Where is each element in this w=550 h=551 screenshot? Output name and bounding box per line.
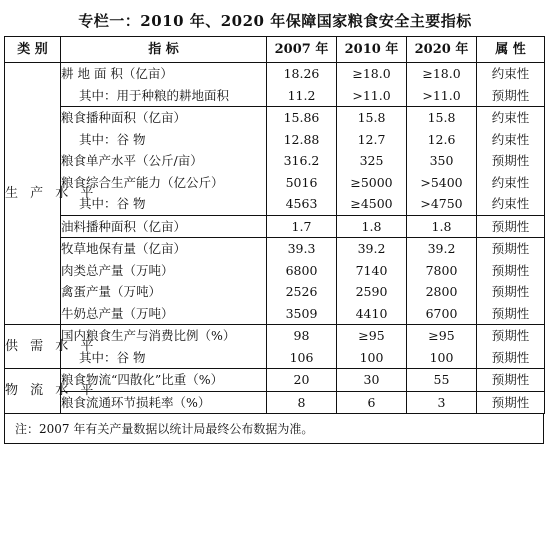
value-2007: 98: [267, 325, 337, 347]
footnote: 注：2007 年有关产量数据以统计局最终公布数据为准。: [4, 414, 544, 444]
header-row: [5, 37, 545, 63]
indicator-cell: 肉类总产量（万吨）: [61, 260, 267, 282]
attribute-cell: 约束性: [477, 172, 545, 194]
value-2010: 2590: [337, 281, 407, 303]
attribute-cell: 预期性: [477, 369, 545, 392]
value-2007: 6800: [267, 260, 337, 282]
value-2010: ≥18.0: [337, 63, 407, 85]
category-cell: 物 流 水 平: [5, 369, 61, 414]
value-2020: 1.8: [407, 215, 477, 238]
value-2010: ≥5000: [337, 172, 407, 194]
indicator-cell: 国内粮食生产与消费比例（%）: [61, 325, 267, 347]
indicator-cell: 粮食综合生产能力（亿公斤）: [61, 172, 267, 194]
indicator-cell: 禽蛋产量（万吨）: [61, 281, 267, 303]
value-2007: 106: [267, 347, 337, 369]
value-2007: 11.2: [267, 85, 337, 107]
header-2020: 2020 年: [407, 37, 477, 63]
value-2020: >5400: [407, 172, 477, 194]
indicator-cell: 牛奶总产量（万吨）: [61, 303, 267, 325]
table-row: [5, 391, 545, 414]
attribute-cell: 约束性: [477, 193, 545, 215]
attribute-cell: 预期性: [477, 85, 545, 107]
indicator-cell: 其中：谷 物: [61, 193, 267, 215]
indicator-cell: 耕 地 面 积（亿亩）: [61, 63, 267, 85]
value-2007: 4563: [267, 193, 337, 215]
value-2007: 5016: [267, 172, 337, 194]
value-2020: 15.8: [407, 107, 477, 129]
table-row: [5, 215, 545, 238]
value-2010: 1.8: [337, 215, 407, 238]
value-2020: 6700: [407, 303, 477, 325]
indicator-cell: 牧草地保有量（亿亩）: [61, 238, 267, 260]
value-2010: 4410: [337, 303, 407, 325]
value-2020: 2800: [407, 281, 477, 303]
table-row: [5, 193, 545, 215]
value-2020: 100: [407, 347, 477, 369]
value-2007: 8: [267, 391, 337, 414]
indicator-cell: 其中：用于种粮的耕地面积: [61, 85, 267, 107]
table-title: 专栏一：2010 年、2020 年保障国家粮食安全主要指标: [78, 12, 472, 30]
value-2010: 6: [337, 391, 407, 414]
table-row: [5, 150, 545, 172]
value-2007: 1.7: [267, 215, 337, 238]
attribute-cell: 预期性: [477, 391, 545, 414]
header-attribute: 属 性: [477, 37, 545, 63]
attribute-cell: 预期性: [477, 238, 545, 260]
value-2010: 39.2: [337, 238, 407, 260]
value-2007: 15.86: [267, 107, 337, 129]
value-2010: 100: [337, 347, 407, 369]
table-row: [5, 63, 545, 85]
table-row: [5, 107, 545, 129]
attribute-cell: 预期性: [477, 347, 545, 369]
attribute-cell: 预期性: [477, 215, 545, 238]
table-row: [5, 281, 545, 303]
value-2007: 39.3: [267, 238, 337, 260]
header-category: 类 别: [5, 37, 61, 63]
indicator-cell: 油料播种面积（亿亩）: [61, 215, 267, 238]
value-2020: 12.6: [407, 129, 477, 151]
header-2010: 2010 年: [337, 37, 407, 63]
indicator-cell: 其中：谷 物: [61, 129, 267, 151]
attribute-cell: 预期性: [477, 303, 545, 325]
value-2007: 316.2: [267, 150, 337, 172]
indicator-cell: 粮食物流“四散化”比重（%）: [61, 369, 267, 392]
header-indicator: 指 标: [61, 37, 267, 63]
value-2010: 7140: [337, 260, 407, 282]
attribute-cell: 约束性: [477, 63, 545, 85]
value-2007: 20: [267, 369, 337, 392]
indicator-cell: 粮食播种面积（亿亩）: [61, 107, 267, 129]
value-2020: >4750: [407, 193, 477, 215]
table-row: [5, 369, 545, 392]
value-2010: 325: [337, 150, 407, 172]
value-2010: >11.0: [337, 85, 407, 107]
attribute-cell: 预期性: [477, 281, 545, 303]
attribute-cell: 约束性: [477, 107, 545, 129]
table-row: [5, 260, 545, 282]
attribute-cell: 预期性: [477, 150, 545, 172]
indicator-cell: 粮食流通环节损耗率（%）: [61, 391, 267, 414]
value-2010: 15.8: [337, 107, 407, 129]
value-2020: ≥18.0: [407, 63, 477, 85]
value-2020: ≥95: [407, 325, 477, 347]
indicator-cell: 粮食单产水平（公斤/亩）: [61, 150, 267, 172]
value-2010: ≥95: [337, 325, 407, 347]
value-2020: 7800: [407, 260, 477, 282]
value-2007: 2526: [267, 281, 337, 303]
value-2007: 12.88: [267, 129, 337, 151]
attribute-cell: 约束性: [477, 129, 545, 151]
indicator-cell: 其中：谷 物: [61, 347, 267, 369]
table-row: [5, 303, 545, 325]
table-row: [5, 129, 545, 151]
value-2010: 12.7: [337, 129, 407, 151]
value-2020: 55: [407, 369, 477, 392]
value-2020: 39.2: [407, 238, 477, 260]
attribute-cell: 预期性: [477, 325, 545, 347]
value-2010: 30: [337, 369, 407, 392]
indicator-table: [4, 36, 545, 414]
value-2010: ≥4500: [337, 193, 407, 215]
category-cell: 供 需 水 平: [5, 325, 61, 369]
table-row: [5, 325, 545, 347]
value-2020: 3: [407, 391, 477, 414]
table-row: [5, 347, 545, 369]
table-row: [5, 172, 545, 194]
value-2007: 3509: [267, 303, 337, 325]
value-2007: 18.26: [267, 63, 337, 85]
header-2007: 2007 年: [267, 37, 337, 63]
attribute-cell: 预期性: [477, 260, 545, 282]
table-row: [5, 238, 545, 260]
category-cell: 生 产 水 平: [5, 63, 61, 325]
value-2020: 350: [407, 150, 477, 172]
table-row: [5, 85, 545, 107]
value-2020: >11.0: [407, 85, 477, 107]
